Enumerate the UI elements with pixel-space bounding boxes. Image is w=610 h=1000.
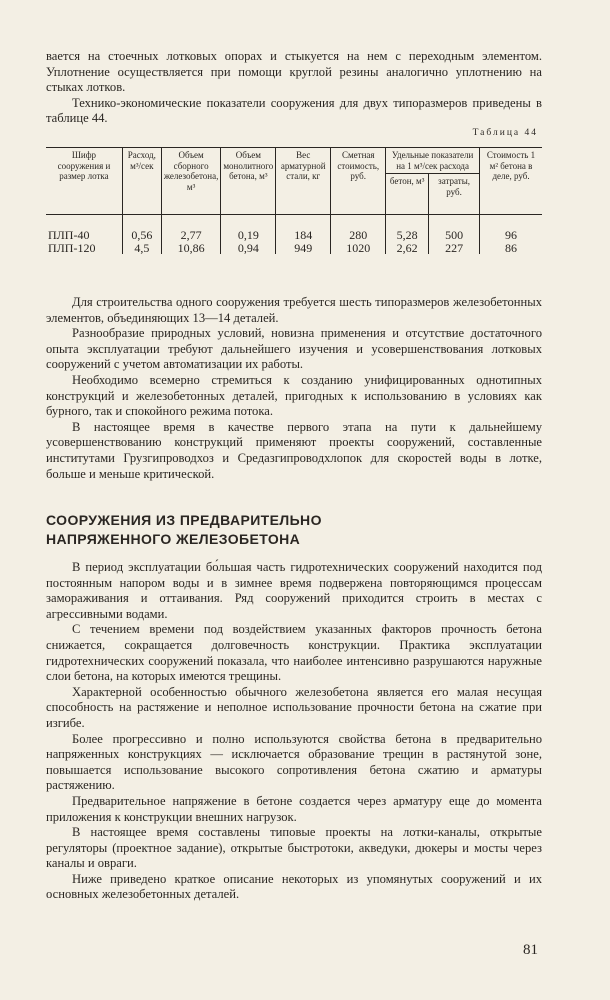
paragraph: Технико-экономические показатели сооружения для двух типоразмеров приведены в таблице 44. xyxy=(46,95,542,126)
header-monolith-volume: Объем монолитного бетона, м³ xyxy=(221,148,276,215)
paragraph: Ниже приведено краткое описание некоторых из упомянутых сооружений и их основных железобетонных деталей. xyxy=(46,871,542,902)
header-cost-per-flow: затраты, руб. xyxy=(429,174,480,215)
table-cell: 96 xyxy=(480,229,542,242)
paragraph: Более прогрессивно и полно используются свойства бетона в предварительно напряженных конструкциях — исключается образование трещин в растянутой зоне, повышается использование высокого сопротивления бетона сжатию и арматуры растяжению. xyxy=(46,731,542,793)
header-estimated-cost: Сметная стоимость, руб. xyxy=(331,148,386,215)
table-cell: ПЛП-120 xyxy=(48,240,96,255)
table-cell: 500 xyxy=(429,229,480,242)
header-concrete-cost: Стоимость 1 м² бетона в деле, руб. xyxy=(480,148,542,215)
header-code: Шифр сооружения и размер лотка xyxy=(46,148,122,215)
section-heading-line: СООРУЖЕНИЯ ИЗ ПРЕДВАРИТЕЛЬНО xyxy=(46,512,322,528)
table-cell: 10,86 xyxy=(161,242,221,255)
paragraph: Для строительства одного сооружения требуется шесть типоразмеров железобетонных элементов, объединяющих 13—14 деталей. xyxy=(46,295,542,325)
paragraph: Характерной особенностью обычного железобетона является его малая несущая способность на растяжение и неполное использование прочности бетона на сжатие при изгибе. xyxy=(46,684,542,730)
paragraph: Разнообразие природных условий, новизна применения и отсутствие достаточного опыта эксплуатации требуют дальнейшего изучения и усовершенствования лотковых сооружений с учетом автоматизации их работы. xyxy=(46,326,542,372)
table-row xyxy=(46,229,542,242)
table-caption: Таблица 44 xyxy=(472,128,538,138)
table-row xyxy=(46,242,542,255)
header-steel-weight: Вес арматурной стали, кг xyxy=(276,148,331,215)
table-cell: 86 xyxy=(480,242,542,255)
table-cell: 5,28 xyxy=(386,229,429,242)
table-cell: 949 xyxy=(276,242,331,255)
table-cell: 280 xyxy=(331,229,386,242)
header-flow: Расход, м³/сек xyxy=(122,148,161,215)
top-text-block xyxy=(46,49,542,127)
paragraph: вается на стоечных лотковых опорах и стыкуется на нем с переходным элементом. Уплотнение осуществляется при помощи круглой резины аналогично уплотнению на стыках лотков. xyxy=(46,49,542,95)
table-cell: 0,56 xyxy=(122,229,161,242)
header-specific-indicators: Удельные показатели на 1 м³/сек расхода xyxy=(386,148,480,174)
header-concrete-per-flow: бетон, м³ xyxy=(386,174,429,215)
table-cell: 184 xyxy=(276,229,331,242)
paragraph: Необходимо всемерно стремиться к созданию унифицированных однотипных конструкций и железобетонных деталей, пригодных к использованию в условиях как бурного, так и спокойного режима потока. xyxy=(46,372,542,419)
section-heading-line: НАПРЯЖЕННОГО ЖЕЛЕЗОБЕТОНА xyxy=(46,531,301,547)
table-cell: 4,5 xyxy=(122,242,161,255)
middle-text-block xyxy=(46,295,542,482)
paragraph: В период эксплуатации бо́льшая часть гидротехнических сооружений находится под постоянным напором воды и в зимнее время подвержена повторяющимся процессам замораживания и оттаивания. Ряд сооружений приходится строить в местах с агрессивными водами. xyxy=(46,560,542,621)
page-number: 81 xyxy=(523,942,538,958)
table-cell: ПЛП-40 xyxy=(48,228,90,242)
table-cell: 0,19 xyxy=(221,229,276,242)
header-precast-volume: Объем сборного железобетона, м³ xyxy=(161,148,221,215)
table-cell: 1020 xyxy=(331,242,386,255)
table-cell: 2,77 xyxy=(161,229,221,242)
section-text-block xyxy=(46,560,542,903)
paragraph: В настоящее время составлены типовые проекты на лотки-каналы, открытые регуляторы (проектное задание), открытые быстротоки, акведуки, дюкеры и мосты через каналы и овраги. xyxy=(46,825,542,871)
table-44 xyxy=(46,147,542,254)
paragraph: Предварительное напряжение в бетоне создается через арматуру еще до момента приложения к конструкции внешних нагрузок. xyxy=(46,793,542,824)
paragraph: В настоящее время в качестве первого этапа на пути к дальнейшему усовершенствованию конструкций применяют проекты сооружений, составленные институтами Грузгипроводхоз и Средазгипроводхлопок для скоростей воды в лотке, больше и меньше критической. xyxy=(46,419,542,481)
table-cell: 2,62 xyxy=(386,242,429,255)
paragraph: С течением времени под воздействием указанных факторов прочность бетона снижается, сокращается долговечность конструкции. Практика эксплуатации гидротехнических сооружений показала, что наиболее интенсивно разрушаются наружные слои бетона, на которых имеются трещины. xyxy=(46,622,542,684)
table-cell: 0,94 xyxy=(221,242,276,255)
table-cell: 227 xyxy=(429,242,480,255)
section-heading xyxy=(46,511,542,549)
